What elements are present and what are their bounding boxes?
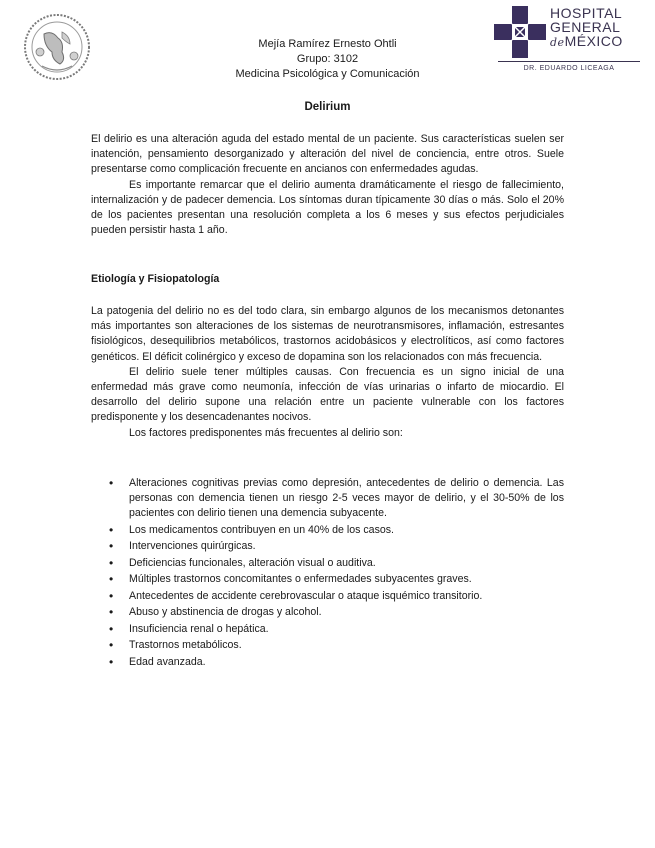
etiology-paragraph-1: La patogenia del delirio no es del todo clara, sin embargo algunos de los mecanismos detonantes más importantes son alteraciones de los sistemas de neurotransmisores, inflamación, estresantes fisiológicos, desequilibrios metabólicos, trastornos acidobásicos y electrolíticos, así como factores genéticos. El déficit colinérgico y exceso de dopamina son los relacionados con más frecuencia. <box>91 305 564 363</box>
etiology-paragraph-2: El delirio suele tener múltiples causas. Con frecuencia es un signo inicial de una enfermedad más grave como neumonía, infección de vías urinarias o infarto de miocardio. El desarrollo del delirio supone una relación entre un paciente vulnerable con los factores predisponente y los desencadenantes nocivos. <box>91 365 564 424</box>
list-item: • Alteraciones cognitivas previas como depresión, antecedentes de delirio o demencia. Las personas con demencia tienen un riesgo 2-5 veces mayor de delirio, y el 30-50% de los pacientes con delirio tienen una demencia subyacente. <box>129 476 564 522</box>
intro-paragraph-1: El delirio es una alteración aguda del estado mental de un paciente. Sus características suelen ser inatención, pensamiento desorganizado y alteración del nivel de conciencia, entre otros. Suele presentarse como complicación frecuente en ancianos con enfermedades agudas. <box>91 133 564 176</box>
list-item: • Edad avanzada. <box>129 655 564 670</box>
etiology-section <box>91 272 564 287</box>
list-item: • Abuso y abstinencia de drogas y alcohol. <box>129 605 564 620</box>
list-item: • Trastornos metabólicos. <box>129 638 564 653</box>
list-item: • Antecedentes de accidente cerebrovascular o ataque isquémico transitorio. <box>129 589 564 604</box>
risk-factors-list-wrapper <box>91 476 564 671</box>
risk-factors-list <box>91 476 564 670</box>
etiology-body <box>91 304 564 441</box>
list-item: • Los medicamentos contribuyen en un 40% de los casos. <box>129 523 564 538</box>
document-title: Delirium <box>304 101 351 113</box>
document-header <box>0 37 655 82</box>
hospital-subtitle: DR. EDUARDO LICEAGA <box>498 61 640 72</box>
hospital-line-1: HOSPITAL <box>550 5 623 21</box>
course-name: Medicina Psicológica y Comunicación <box>235 68 420 80</box>
group-label: Grupo: 3102 <box>296 53 359 65</box>
hospital-line-2: GENERAL <box>550 19 621 35</box>
hospital-line-3-prefix: de <box>550 36 565 49</box>
author-name: Mejía Ramírez Ernesto Ohtli <box>258 38 397 50</box>
list-item: • Múltiples trastornos concomitantes o enfermedades subyacentes graves. <box>129 572 564 587</box>
etiology-paragraph-3: Los factores predisponentes más frecuentes al delirio son: <box>129 426 403 439</box>
hospital-line-3-main: MÉXICO <box>564 33 623 49</box>
section-title: Etiología y Fisiopatología <box>91 273 220 285</box>
list-item: • Insuficiencia renal o hepática. <box>129 622 564 637</box>
intro-section <box>91 132 564 238</box>
intro-paragraph-2: Es importante remarcar que el delirio aumenta dramáticamente el riesgo de fallecimiento, internalización y de padecer demencia. Los síntomas duran típicamente 30 días o más. Solo el 20% de los pacientes presentan una resolución completa a los 6 meses y sus efectos perjudiciales pueden persistir hasta 1 año. <box>91 178 564 237</box>
list-item: • Deficiencias funcionales, alteración visual o auditiva. <box>129 556 564 571</box>
list-item: • Intervenciones quirúrgicas. <box>129 539 564 554</box>
